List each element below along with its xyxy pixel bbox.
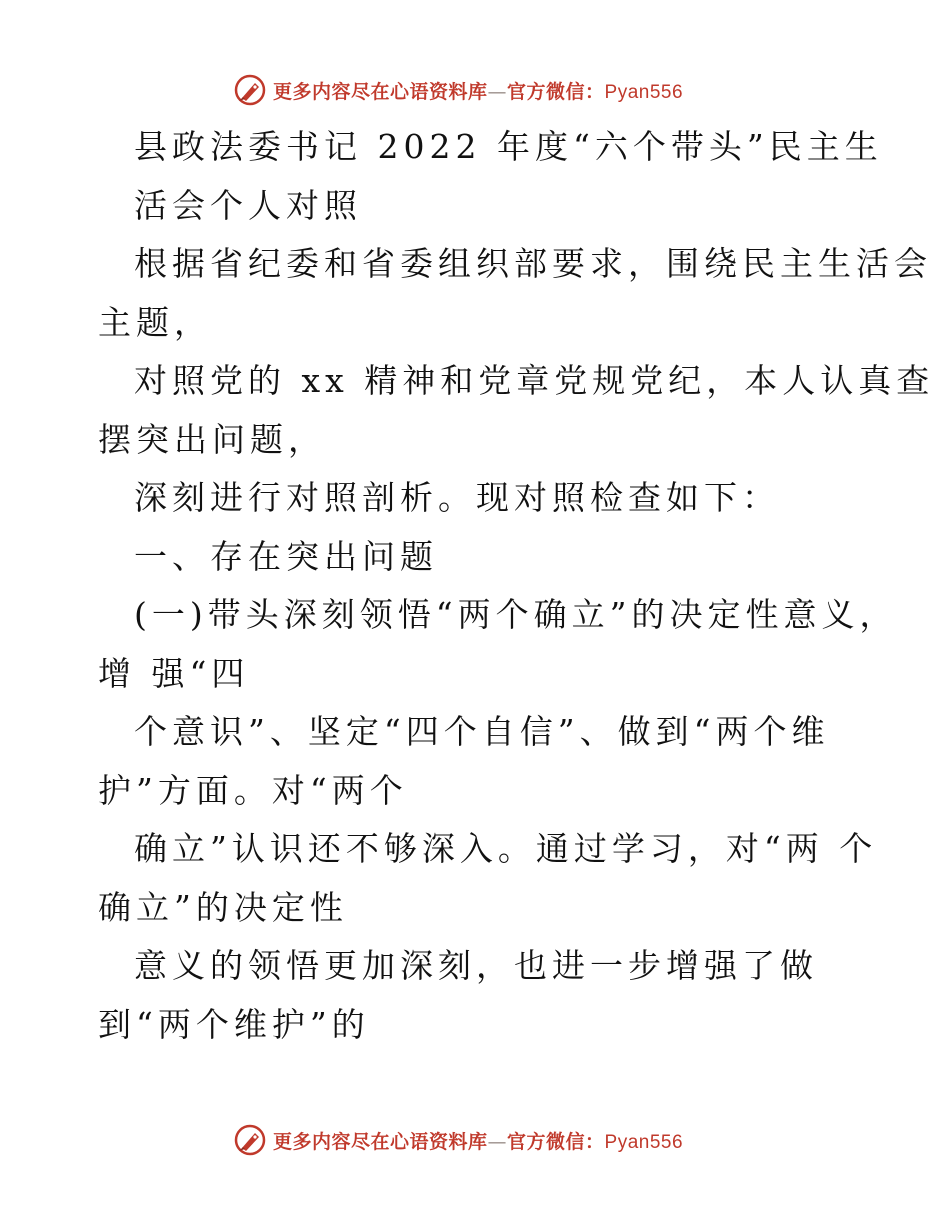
banner-text — [273, 77, 683, 104]
paragraph-line: 到“两个维护”的 — [98, 1005, 370, 1044]
paragraph-line: 深刻进行对照剖析。现对照检查如下： — [134, 478, 780, 517]
paragraph-line: 增 强“四 — [98, 654, 250, 693]
banner-wechat-id: Pyan556 — [604, 81, 684, 103]
document-title-line-1: 县政法委书记 2022 年度“六个带头”民主生 — [134, 127, 883, 166]
paragraph-line: 确立”的决定性 — [98, 888, 348, 927]
banner-wechat-id: Pyan556 — [604, 1131, 684, 1153]
paragraph-line: 对照党的 xx 精神和党章党规党纪，本人认真查 — [134, 361, 935, 400]
footer-banner — [233, 1122, 683, 1158]
document-title-line-2: 活会个人对照 — [134, 186, 362, 225]
banner-separator: — — [487, 80, 508, 103]
paragraph-line: 根据省纪委和省委组织部要求，围绕民主生活会 — [134, 244, 932, 283]
paragraph-line: 个意识”、坚定“四个自信”、做到“两个维 — [134, 712, 830, 751]
paragraph-line: 意义的领悟更加深刻，也进一步增强了做 — [134, 946, 818, 985]
banner-separator: — — [487, 1130, 508, 1153]
paragraph-line: 摆突出问题， — [98, 420, 326, 459]
section-heading: 一、存在突出问题 — [134, 537, 438, 576]
paragraph-line: 主题， — [98, 303, 212, 342]
banner-wechat-label: 官方微信： — [507, 1130, 605, 1153]
paragraph-line: 确立”认识还不够深入。通过学习，对“两 个 — [134, 829, 878, 868]
pen-nib-logo-icon — [233, 1123, 267, 1157]
banner-brand: 更多内容尽在心语资料库 — [273, 80, 488, 103]
header-banner — [233, 72, 683, 108]
banner-brand: 更多内容尽在心语资料库 — [273, 1130, 488, 1153]
banner-wechat-label: 官方微信： — [507, 80, 605, 103]
paragraph-line: 护”方面。对“两个 — [98, 771, 408, 810]
subsection-heading: (一)带头深刻领悟“两个确立”的决定性意义， — [134, 595, 898, 634]
banner-text — [273, 1127, 683, 1154]
pen-nib-logo-icon — [233, 73, 267, 107]
